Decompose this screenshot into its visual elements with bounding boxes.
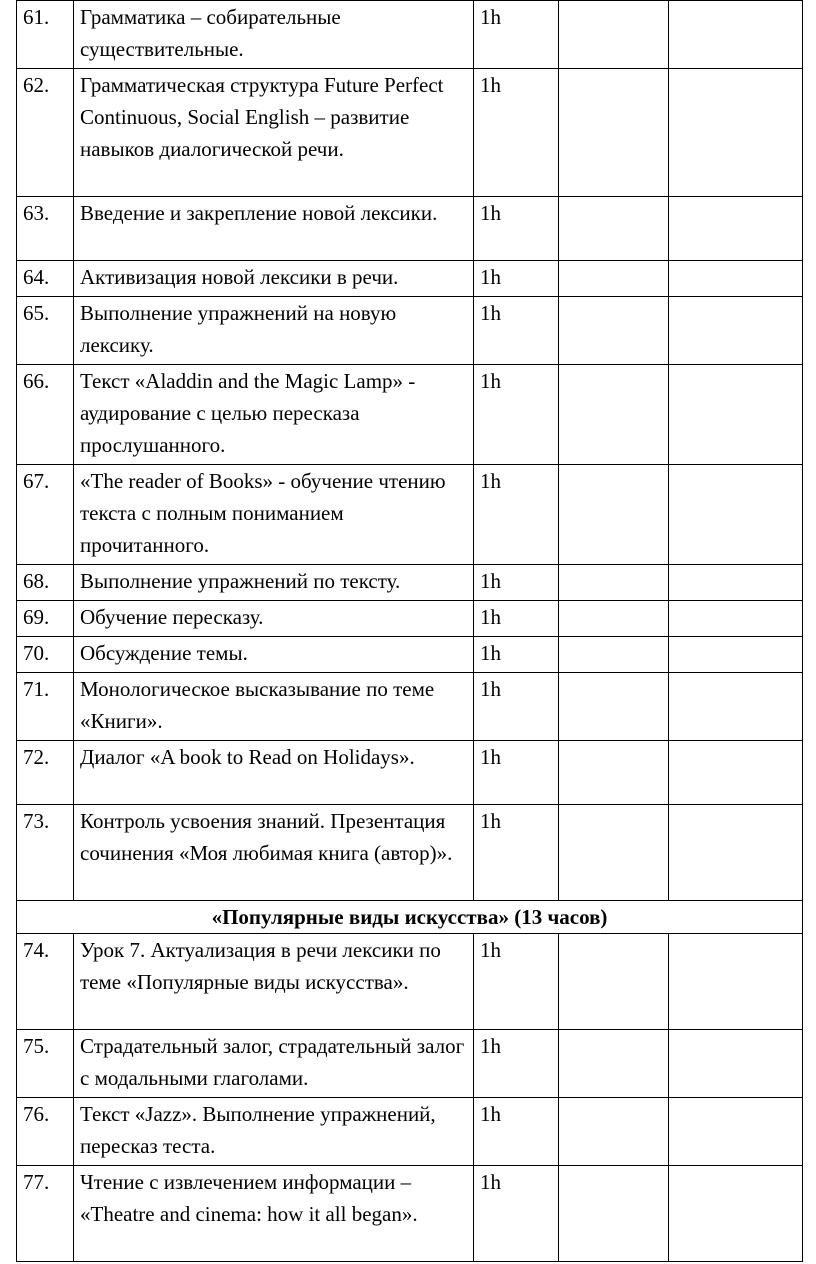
lesson-plan-table [16, 0, 803, 1262]
row-number: 76. [17, 1098, 74, 1166]
row-note-cell [669, 1166, 803, 1262]
row-number: 71. [17, 673, 74, 741]
row-number: 69. [17, 601, 74, 637]
table-body-section [17, 901, 803, 934]
row-hours: 1h [474, 1030, 559, 1098]
table-row [17, 601, 803, 637]
table-row [17, 465, 803, 565]
row-note-cell [669, 365, 803, 465]
table-row [17, 741, 803, 805]
row-topic: Монологическое высказывание по теме «Книги». [74, 673, 474, 741]
row-date-cell [559, 69, 669, 197]
row-note-cell [669, 601, 803, 637]
row-topic: Чтение с извлечением информации – «Theatre and cinema: how it all began». [74, 1166, 474, 1262]
row-date-cell [559, 365, 669, 465]
row-note-cell [669, 565, 803, 601]
table-row [17, 673, 803, 741]
row-number: 72. [17, 741, 74, 805]
row-note-cell [669, 934, 803, 1030]
row-number: 61. [17, 1, 74, 69]
row-topic: Урок 7. Актуализация в речи лексики по теме «Популярные виды искусства». [74, 934, 474, 1030]
row-topic: Обучение пересказу. [74, 601, 474, 637]
row-hours: 1h [474, 261, 559, 297]
row-hours: 1h [474, 365, 559, 465]
row-topic: Введение и закрепление новой лексики. [74, 197, 474, 261]
row-number: 62. [17, 69, 74, 197]
row-hours: 1h [474, 805, 559, 901]
row-date-cell [559, 805, 669, 901]
row-hours: 1h [474, 741, 559, 805]
row-date-cell [559, 197, 669, 261]
table-row [17, 365, 803, 465]
row-topic: «The reader of Books» - обучение чтению текста с полным пониманием прочитанного. [74, 465, 474, 565]
row-date-cell [559, 1, 669, 69]
row-topic: Грамматика – собирательные существительные. [74, 1, 474, 69]
table-row [17, 69, 803, 197]
row-number: 73. [17, 805, 74, 901]
row-hours: 1h [474, 673, 559, 741]
row-date-cell [559, 934, 669, 1030]
row-note-cell [669, 673, 803, 741]
table-row [17, 1098, 803, 1166]
row-note-cell [669, 741, 803, 805]
row-date-cell [559, 465, 669, 565]
row-hours: 1h [474, 1098, 559, 1166]
row-topic: Выполнение упражнений по тексту. [74, 565, 474, 601]
row-topic: Текст «Aladdin and the Magic Lamp» - аудирование с целью пересказа прослушанного. [74, 365, 474, 465]
row-number: 68. [17, 565, 74, 601]
table-row [17, 261, 803, 297]
row-hours: 1h [474, 601, 559, 637]
row-note-cell [669, 197, 803, 261]
table-body-after [17, 934, 803, 1262]
table-row [17, 805, 803, 901]
row-date-cell [559, 261, 669, 297]
table-row [17, 637, 803, 673]
row-note-cell [669, 297, 803, 365]
row-date-cell [559, 297, 669, 365]
row-note-cell [669, 69, 803, 197]
row-topic: Активизация новой лексики в речи. [74, 261, 474, 297]
row-date-cell [559, 637, 669, 673]
table-row [17, 1, 803, 69]
row-topic: Грамматическая структура Future Perfect Continuous, Social English – развитие навыков диалогической речи. [74, 69, 474, 197]
section-title: «Популярные виды искусства» (13 часов) [17, 901, 803, 934]
table-row [17, 1030, 803, 1098]
row-number: 77. [17, 1166, 74, 1262]
row-hours: 1h [474, 465, 559, 565]
table-row [17, 197, 803, 261]
row-topic: Контроль усвоения знаний. Презентация сочинения «Моя любимая книга (автор)». [74, 805, 474, 901]
row-date-cell [559, 741, 669, 805]
row-number: 74. [17, 934, 74, 1030]
row-note-cell [669, 805, 803, 901]
row-date-cell [559, 601, 669, 637]
row-hours: 1h [474, 934, 559, 1030]
row-topic: Страдательный залог, страдательный залог с модальными глаголами. [74, 1030, 474, 1098]
section-header-row [17, 901, 803, 934]
row-topic: Выполнение упражнений на новую лексику. [74, 297, 474, 365]
row-hours: 1h [474, 1, 559, 69]
row-number: 63. [17, 197, 74, 261]
row-topic: Текст «Jazz». Выполнение упражнений, пересказ теста. [74, 1098, 474, 1166]
table-row [17, 934, 803, 1030]
row-number: 75. [17, 1030, 74, 1098]
row-note-cell [669, 637, 803, 673]
row-hours: 1h [474, 197, 559, 261]
table-row [17, 565, 803, 601]
table-row [17, 297, 803, 365]
row-date-cell [559, 565, 669, 601]
row-date-cell [559, 1030, 669, 1098]
table-body-before [17, 1, 803, 901]
row-topic: Обсуждение темы. [74, 637, 474, 673]
row-note-cell [669, 1, 803, 69]
row-number: 67. [17, 465, 74, 565]
row-hours: 1h [474, 297, 559, 365]
table-row [17, 1166, 803, 1262]
row-number: 70. [17, 637, 74, 673]
row-note-cell [669, 261, 803, 297]
row-topic: Диалог «A book to Read on Holidays». [74, 741, 474, 805]
row-hours: 1h [474, 1166, 559, 1262]
row-note-cell [669, 1098, 803, 1166]
row-number: 65. [17, 297, 74, 365]
row-hours: 1h [474, 69, 559, 197]
row-hours: 1h [474, 565, 559, 601]
row-note-cell [669, 1030, 803, 1098]
row-number: 64. [17, 261, 74, 297]
row-hours: 1h [474, 637, 559, 673]
row-number: 66. [17, 365, 74, 465]
row-date-cell [559, 1098, 669, 1166]
row-date-cell [559, 673, 669, 741]
row-note-cell [669, 465, 803, 565]
row-date-cell [559, 1166, 669, 1262]
